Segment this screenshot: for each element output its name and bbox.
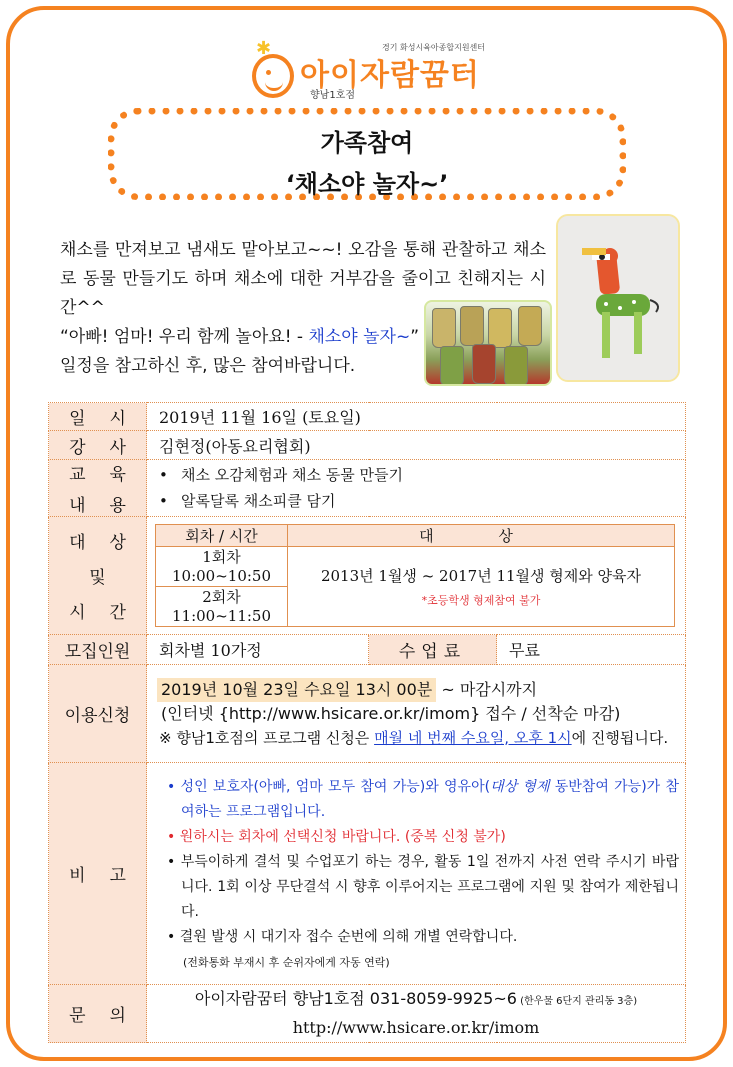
contact-main: 아이자람꿈터 향남1호점 031-8059-9925~6	[194, 989, 517, 1008]
content-value	[147, 460, 686, 517]
content-list	[159, 462, 673, 514]
title-line-2: ‘채소야 놀자~’	[285, 170, 449, 198]
brand-name-main: 아이자람	[300, 58, 420, 93]
row-target	[49, 517, 686, 635]
list-item: • 채소 오감체험과 채소 동물 만들기	[159, 462, 673, 488]
target-cell	[288, 547, 675, 627]
fee-value: 무료	[497, 635, 686, 665]
date-label-text: 일시	[69, 409, 150, 429]
intro-paragraph: 채소를 만져보고 냄새도 맡아보고~~! 오감을 통해 관찰하고 채소로 동물 만들기도 하며 채소에 대한 거부감을 줄이고 친해지는 시간^^	[60, 240, 546, 318]
sched-head-target	[288, 525, 675, 547]
row-apply	[49, 665, 686, 763]
schedule-table	[155, 524, 675, 627]
apply-schedule-link[interactable]: 매월 네 번째 수요일, 오후 1시	[374, 728, 572, 747]
content-label-line1: 교육	[69, 465, 150, 485]
sprout-icon: ✱	[256, 38, 272, 59]
contact-sub: (한우물 6단지 관리동 3층)	[516, 996, 638, 1007]
fee-label-text: 수업료	[398, 642, 467, 662]
recruit-value: 회차별 10가정	[147, 635, 369, 665]
row-content	[49, 460, 686, 517]
note-3: 부득이하게 결석 및 수업포기 하는 경우, 활동 1일 전까지 사전 연락 주시기 바랍니다. 1회 이상 무단결석 시 향후 이루어지는 프로그램에 지원 및 참여가 제한됩니다.	[180, 853, 679, 920]
note-4: 결원 발생 시 대기자 접수 순번에 의해 개별 연락합니다.	[179, 928, 518, 945]
contact-value	[147, 985, 686, 1043]
session-2-time: 11:00~11:50	[171, 606, 272, 625]
notes-label	[49, 763, 150, 985]
row-date	[49, 403, 686, 431]
quote-suffix: ”	[410, 327, 420, 347]
note-1a: 성인 보호자(아빠, 엄마 모두 참여 가능)와 영유아(	[180, 778, 491, 795]
fee-label	[369, 635, 497, 665]
note-item: • 원하시는 회차에 선택신청 바랍니다. (중복 신청 불가)	[167, 828, 506, 845]
apply-until: ~ 마감시까지	[436, 679, 538, 699]
date-value: 2019년 11월 16일 (토요일)	[147, 403, 686, 431]
note-4-sub: (전화통화 부재시 후 순위자에게 자동 연락)	[183, 955, 390, 969]
content-label-line2: 내용	[69, 496, 150, 516]
target-text: 2013년 1월생 ~ 2017년 11월생 형제와 양육자	[320, 567, 642, 585]
target-label-line3: 시간	[69, 603, 150, 623]
apply-note-prefix: ※ 향남1호점의 프로그램 신청은	[159, 728, 375, 747]
contact-main-line	[147, 986, 685, 1015]
contact-label-text: 문의	[69, 1006, 150, 1026]
info-table	[48, 402, 686, 1043]
recruit-label: 모집인원	[49, 635, 147, 665]
note-item: • 결원 발생 시 대기자 접수 순번에 의해 개별 연락합니다.	[167, 928, 518, 945]
target-label-line1: 대상	[69, 533, 150, 553]
sched-head-session: 회차 / 시간	[156, 525, 288, 547]
brand-name-accent: 꿈터	[419, 58, 480, 93]
branch-name: 향남1호점	[310, 90, 356, 101]
target-label-line2: 및	[89, 568, 106, 588]
title-line-1: 가족참여	[320, 129, 414, 157]
target-note: *초등학생 형제참여 불가	[421, 594, 541, 607]
apply-date-line	[157, 678, 673, 702]
intro-closing: 일정을 참고하신 후, 많은 참여바랍니다.	[60, 356, 356, 376]
contact-label	[49, 985, 150, 1043]
apply-note	[157, 726, 673, 750]
contact-url[interactable]: http://www.hsicare.or.kr/imom	[292, 1018, 540, 1037]
notes-value	[147, 763, 686, 985]
sched-head-target-text: 대 상	[419, 527, 543, 545]
smile-face-icon	[252, 54, 294, 98]
session-1	[156, 547, 288, 587]
brand-logo	[252, 40, 502, 102]
apply-method: (인터넷 {http://www.hsicare.or.kr/imom} 접수 / 선착순 마감)	[161, 703, 621, 723]
note-item: • 부득이하게 결석 및 수업포기 하는 경우, 활동 1일 전까지 사전 연락 주시기 바랍니다. 1회 이상 무단결석 시 향후 이루어지는 프로그램에 지원 및 참여가 제한됩니다.	[167, 853, 679, 920]
instructor-value: 김현정(아동요리협회)	[147, 431, 686, 460]
apply-value	[147, 665, 686, 763]
session-2	[156, 587, 288, 627]
note-2: 원하시는 회차에 선택신청 바랍니다. (중복 신청 불가)	[179, 828, 506, 845]
vegetable-animal-photo	[556, 214, 680, 382]
note-1b: 동반참여 가능)가 참여하는 프로그램입니다.	[181, 778, 679, 820]
date-label	[49, 403, 150, 431]
title-box	[108, 108, 626, 200]
note-1-em: 대상 형제	[490, 778, 550, 795]
apply-label: 이용신청	[49, 665, 147, 763]
target-label	[49, 517, 150, 635]
schedule-cell	[147, 517, 686, 635]
quote-prefix: “아빠! 엄마! 우리 함께 놀아요! -	[60, 327, 309, 347]
intro-text	[60, 236, 552, 381]
notes-list	[165, 765, 685, 983]
session-1-time: 10:00~10:50	[171, 566, 272, 585]
instructor-label	[49, 431, 150, 460]
row-contact	[49, 985, 686, 1043]
center-name: 경기 화성시육아종합지원센터	[382, 43, 486, 52]
row-notes	[49, 763, 686, 985]
row-instructor	[49, 431, 686, 460]
content-label	[49, 460, 150, 517]
note-item: • 성인 보호자(아빠, 엄마 모두 참여 가능)와 영유아(대상 형제 동반참여 가능)가 참여하는 프로그램입니다.	[167, 778, 679, 820]
apply-note-suffix: 에 진행됩니다.	[571, 728, 669, 747]
session-2-name: 2회차	[202, 587, 241, 606]
notes-label-text: 비고	[69, 866, 150, 886]
list-item: • 알록달록 채소피클 담기	[159, 488, 673, 514]
instructor-label-text: 강사	[69, 437, 150, 458]
apply-date: 2019년 10월 23일 수요일 13시 00분	[157, 678, 436, 702]
row-recruit	[49, 635, 686, 665]
quote-highlight: 채소야 놀자~	[308, 327, 411, 347]
session-1-name: 1회차	[202, 547, 241, 566]
intro-quote	[60, 323, 552, 352]
